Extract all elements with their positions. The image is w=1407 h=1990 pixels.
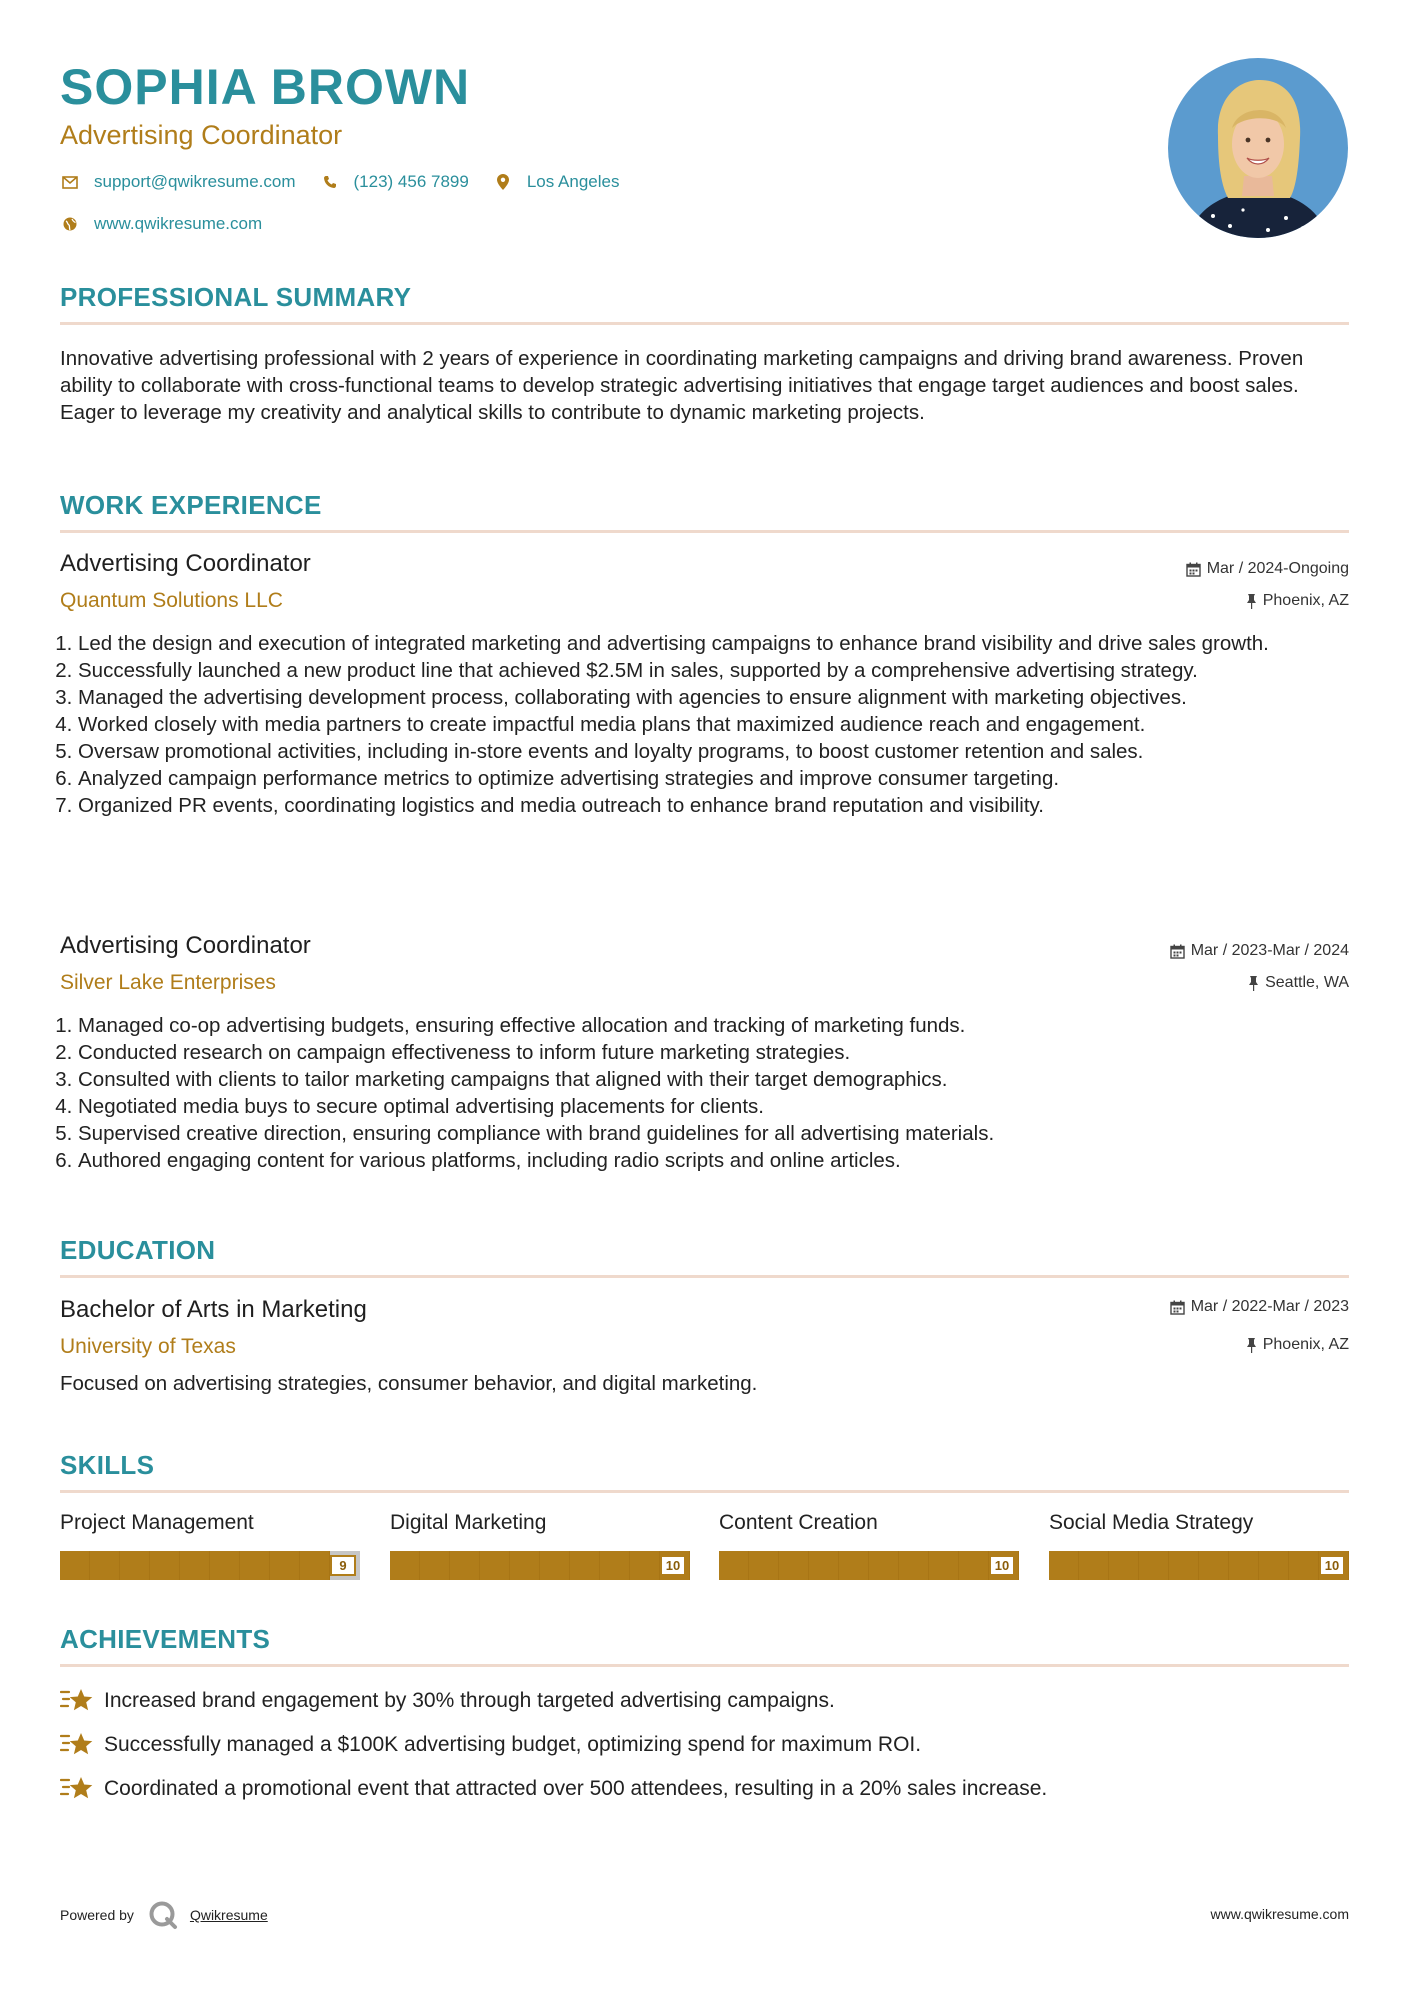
achievement-text: Increased brand engagement by 30% through targeted advertising campaigns. [104,1689,835,1712]
experience-heading: WORK EXPERIENCE [60,490,322,520]
job-dates [1186,560,1349,578]
star-achievement-icon [60,1774,94,1804]
skill-name: Digital Marketing [390,1511,547,1534]
education-heading: EDUCATION [60,1235,216,1265]
list-item: 4. Negotiated media buys to secure optimal advertising placements for clients. [78,1093,1349,1120]
education-location [1246,1336,1349,1354]
list-item: 6. Authored engaging content for various platforms, including radio scripts and online articles. [78,1147,1349,1174]
education-dates [1170,1298,1349,1316]
skill-bar-fill [1049,1551,1349,1580]
qwikresume-logo [148,1900,178,1930]
calendar-icon [1170,1300,1185,1315]
job-title: Advertising Coordinator [60,550,311,577]
company-name: Quantum Solutions LLC [60,589,283,612]
candidate-title: Advertising Coordinator [60,120,343,150]
email-link[interactable]: support@qwikresume.com [94,172,296,191]
calendar-icon [1170,944,1185,959]
section-divider [60,530,1349,533]
list-item: 2. Successfully launched a new product line that achieved $2.5M in sales, supported by a comprehensive advertising strategy. [78,657,1349,684]
skill-score: 10 [1319,1555,1345,1576]
list-item: 1. Led the design and execution of integrated marketing and advertising campaigns to enhance brand visibility and drive sales growth. [78,630,1349,657]
job-location [1248,974,1349,992]
section-divider [60,1275,1349,1278]
degree-title: Bachelor of Arts in Marketing [60,1296,367,1323]
job-location-text: Seattle, WA [1265,974,1349,991]
skill-bar [719,1551,1019,1580]
phone-number: (123) 456 7899 [353,172,469,191]
achievement-item [60,1686,835,1716]
achievements-heading: ACHIEVEMENTS [60,1624,271,1654]
achievement-item [60,1730,921,1760]
profile-photo [1168,58,1348,238]
footer-website[interactable]: www.qwikresume.com [1210,1906,1349,1922]
skill-item [719,1511,1019,1573]
section-divider [60,322,1349,325]
candidate-name: SOPHIA BROWN [60,59,471,115]
footer-powered-by [60,1900,268,1930]
star-achievement-icon [60,1686,94,1716]
job-bullets [60,1012,1349,1174]
pin-icon [1248,976,1259,991]
list-item: 7. Organized PR events, coordinating logistics and media outreach to enhance brand reputation and visibility. [78,792,1349,819]
summary-text: Innovative advertising professional with 2 years of experience in coordinating marketing campaigns and driving brand awareness. Proven ability to collaborate with cross-functional teams to develop strategic advertising initiatives that engage target audiences and boost sales. Eager to leverage my creativity and analytical skills to contribute to dynamic marketing projects. [60,347,1304,424]
pin-icon [1246,594,1257,609]
pin-icon [1246,1338,1257,1353]
job-dates [1170,942,1349,960]
skill-name: Content Creation [719,1511,878,1534]
location-text: Los Angeles [526,172,620,191]
skill-bar [60,1551,360,1580]
phone-icon [320,172,340,192]
education-dates-text: Mar / 2022-Mar / 2023 [1190,1298,1349,1315]
skill-item [60,1511,360,1573]
website-row [60,214,286,234]
list-item: 4. Worked closely with media partners to create impactful media plans that maximized audience reach and engagement. [78,711,1349,738]
section-divider [60,1490,1349,1493]
skill-score: 10 [660,1555,686,1576]
school-name: University of Texas [60,1335,236,1358]
map-pin-icon [493,172,513,192]
skill-bar-fill [60,1551,330,1580]
skill-bar-fill [390,1551,690,1580]
achievement-item [60,1774,1047,1804]
list-item: 3. Managed the advertising development process, collaborating with agencies to ensure alignment with marketing objectives. [78,684,1349,711]
skill-bar [1049,1551,1349,1580]
powered-by-label: Powered by [60,1907,134,1923]
job-location [1246,592,1349,610]
skill-score: 10 [989,1555,1015,1576]
job-dates-text: Mar / 2023-Mar / 2024 [1190,942,1349,959]
section-divider [60,1664,1349,1667]
list-item: 3. Consulted with clients to tailor marketing campaigns that aligned with their target demographics. [78,1066,1349,1093]
list-item: 2. Conducted research on campaign effectiveness to inform future marketing strategies. [78,1039,1349,1066]
contact-row [60,172,643,192]
list-item: 5. Supervised creative direction, ensuring compliance with brand guidelines for all advertising materials. [78,1120,1349,1147]
job-bullets [60,630,1349,819]
job-title: Advertising Coordinator [60,932,311,959]
list-item: 5. Oversaw promotional activities, including in-store events and loyalty programs, to boost customer retention and sales. [78,738,1349,765]
skill-item [390,1511,690,1573]
star-achievement-icon [60,1730,94,1760]
qwikresume-link[interactable]: Qwikresume [189,1907,268,1923]
skills-heading: SKILLS [60,1450,155,1480]
list-item: 1. Managed co-op advertising budgets, ensuring effective allocation and tracking of marketing funds. [78,1012,1349,1039]
skill-bar [390,1551,690,1580]
globe-icon [60,214,80,234]
calendar-icon [1186,562,1201,577]
achievement-text: Coordinated a promotional event that attracted over 500 attendees, resulting in a 20% sales increase. [104,1777,1048,1800]
education-location-text: Phoenix, AZ [1262,1336,1349,1353]
summary-heading: PROFESSIONAL SUMMARY [60,282,412,312]
skill-item [1049,1511,1349,1573]
job-location-text: Phoenix, AZ [1262,592,1349,609]
skill-name: Social Media Strategy [1049,1511,1254,1534]
company-name: Silver Lake Enterprises [60,971,276,994]
skill-name: Project Management [60,1511,254,1534]
achievement-text: Successfully managed a $100K advertising budget, optimizing spend for maximum ROI. [104,1733,922,1756]
list-item: 6. Analyzed campaign performance metrics to optimize advertising strategies and improve consumer targeting. [78,765,1349,792]
education-description: Focused on advertising strategies, consumer behavior, and digital marketing. [60,1372,758,1395]
skill-score: 9 [330,1555,356,1576]
envelope-icon [60,172,80,192]
website-link[interactable]: www.qwikresume.com [94,214,263,233]
skill-bar-fill [719,1551,1019,1580]
job-dates-text: Mar / 2024-Ongoing [1206,560,1349,577]
